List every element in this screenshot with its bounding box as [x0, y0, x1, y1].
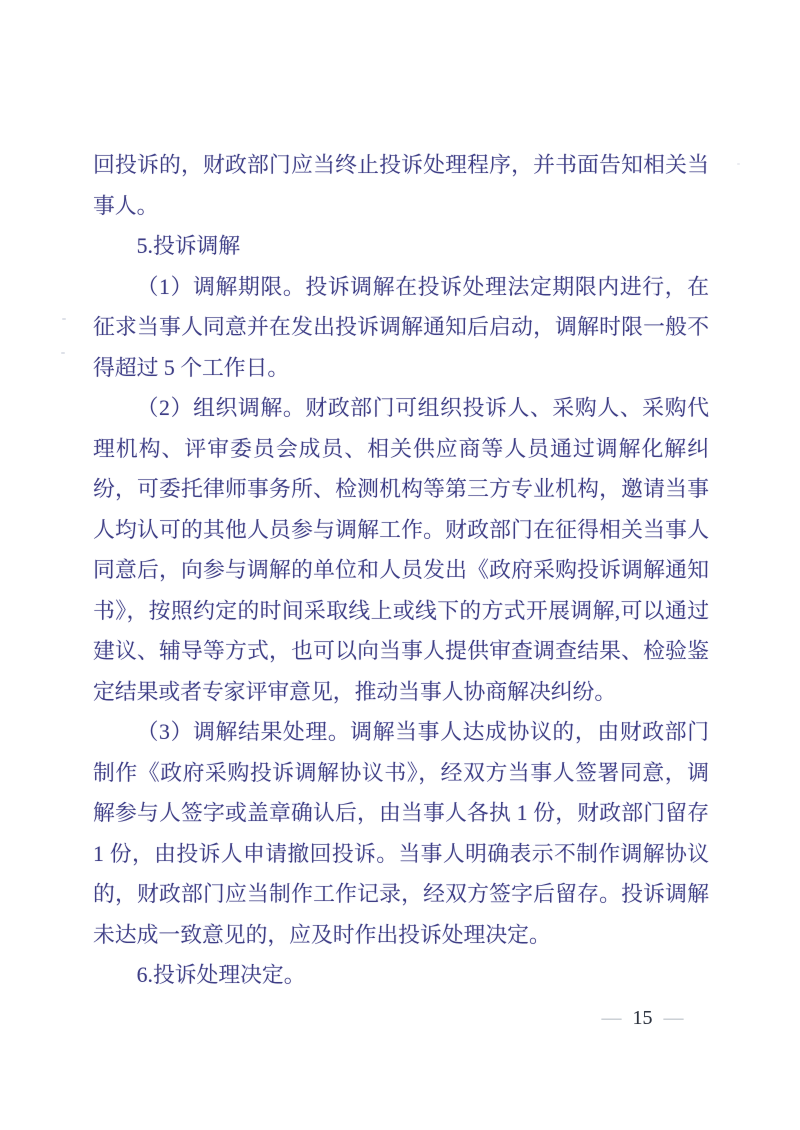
paragraph: 回投诉的，财政部门应当终止投诉处理程序，并书面告知相关当事人。	[93, 153, 709, 218]
paragraph: 6.投诉处理决定。	[136, 963, 306, 987]
scan-noise-speck	[737, 163, 740, 165]
page-number: 15	[632, 1006, 653, 1029]
footer-dash-left: —	[601, 1008, 622, 1027]
page-footer	[575, 1003, 710, 1033]
paragraph: （3）调解结果处理。调解当事人达成协议的，由财政部门制作《政府采购投诉调解协议书》，经双方当事人签署同意，调解参与人签字或盖章确认后，由当事人各执 1 份，财政部门留存 1 份，由投诉人申请撤回投诉。当事人明确表示不制作调解协议的，财政部门应当制作工作记录，经双方签字后留存。投诉调解未达成一致意见的，应及时作出投诉处理决定。	[93, 720, 709, 947]
paragraph: 5.投诉调解	[136, 234, 241, 258]
paragraph: （2）组织调解。财政部门可组织投诉人、采购人、采购代理机构、评审委员会成员、相关供应商等人员通过调解化解纠纷，可委托律师事务所、检测机构等第三方专业机构，邀请当事人均认可的其他人员参与调解工作。财政部门在征得相关当事人同意后，向参与调解的单位和人员发出《政府采购投诉调解通知书》，按照约定的时间采取线上或线下的方式开展调解,可以通过建议、辅导等方式，也可以向当事人提供审查调查结果、检验鉴定结果或者专家评审意见，推动当事人协商解决纠纷。	[93, 396, 709, 704]
scan-noise-speck	[62, 318, 66, 320]
scan-noise-speck	[61, 352, 65, 354]
paragraph: （1）调解期限。投诉调解在投诉处理法定期限内进行，在征求当事人同意并在发出投诉调解通知后启动，调解时限一般不得超过 5 个工作日。	[93, 274, 709, 380]
footer-dash-right: —	[663, 1008, 684, 1027]
document-body	[93, 145, 709, 996]
